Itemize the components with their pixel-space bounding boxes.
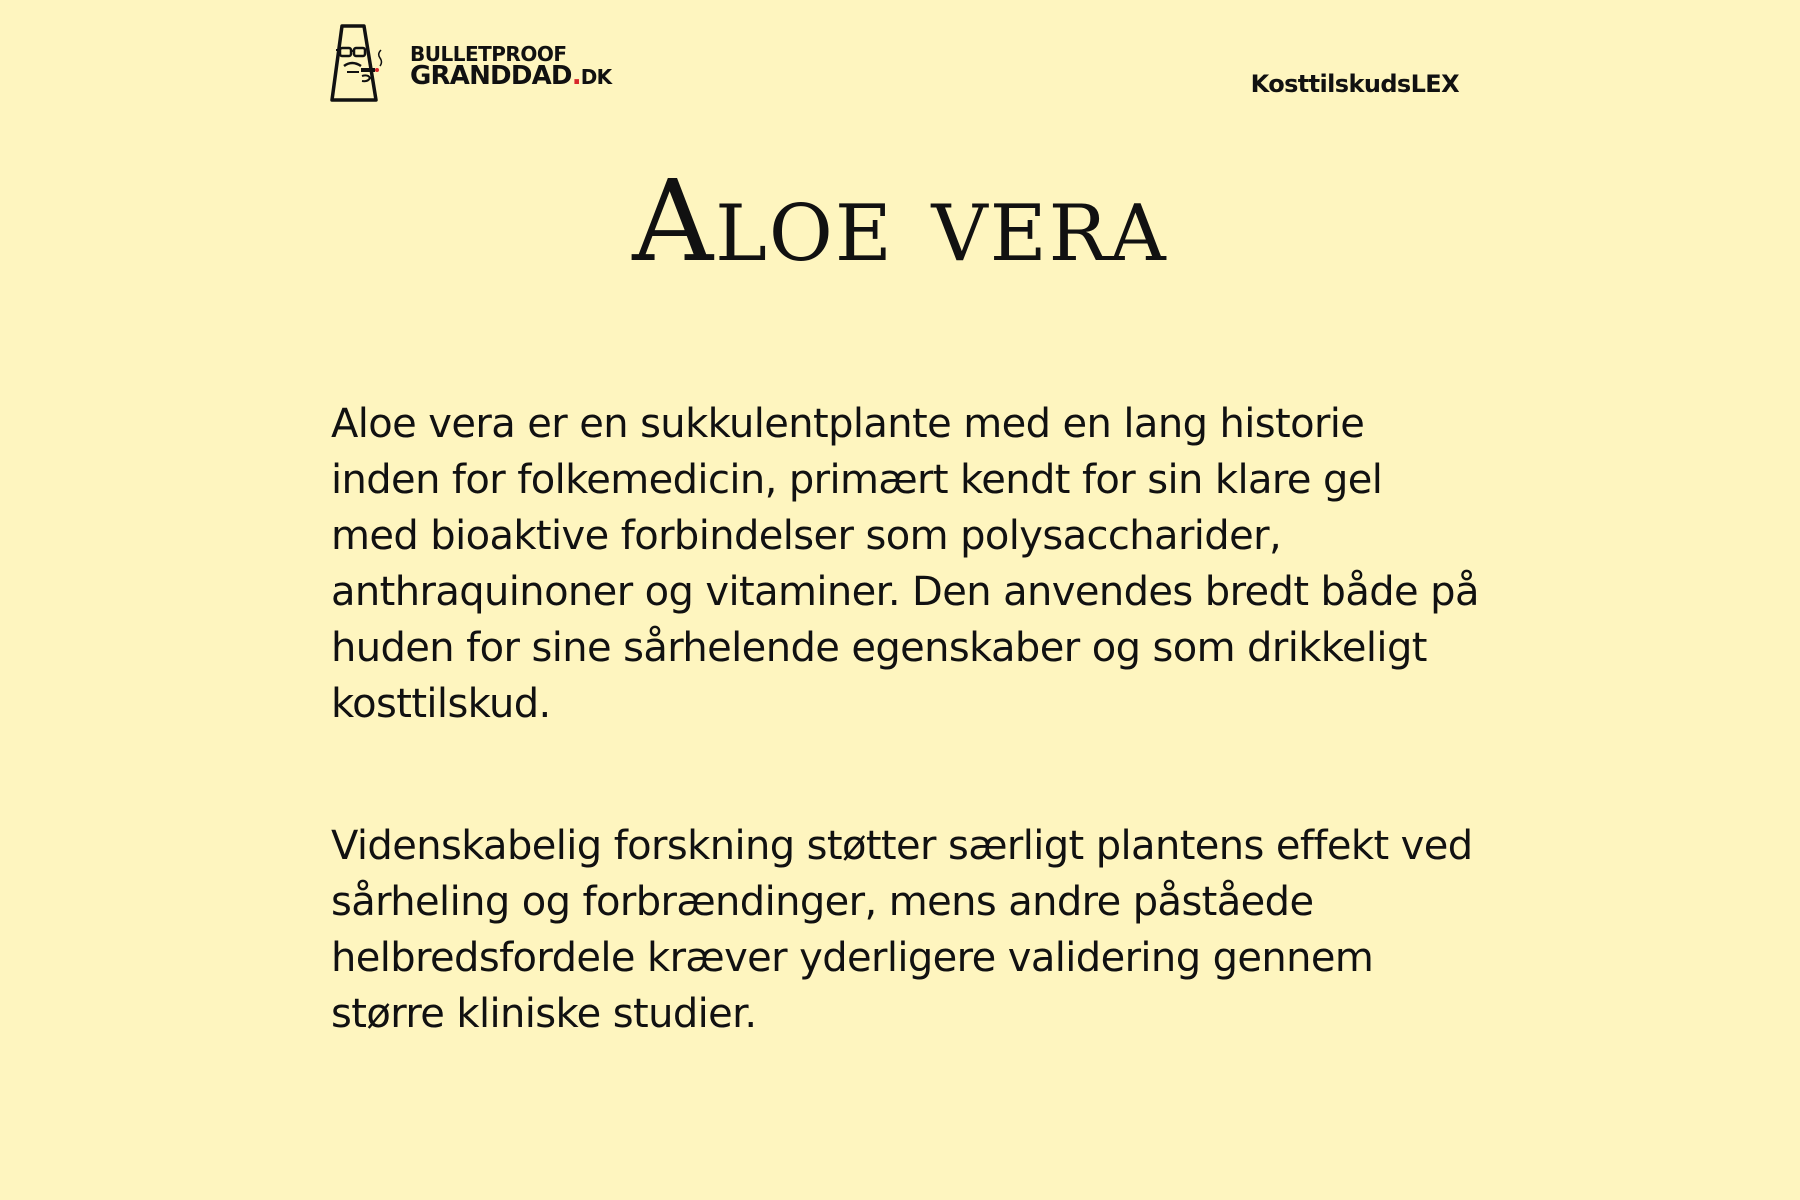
article-paragraph-2: Videnskabelig forskning støtter særligt plantens effekt ved sårheling og forbrændinger, mens andre påståede helbredsfordele kræver yderligere validering gennem større kliniske studier.: [331, 823, 1473, 1037]
brand-tld: DK: [580, 64, 612, 89]
brand-logo[interactable]: [330, 22, 611, 104]
article-paragraph-1: Aloe vera er en sukkulentplante med en lang historie inden for folkemedicin, primært kendt for sin klare gel med bioaktive forbindelser som polysaccharider, anthraquinoner og vitaminer. Den anvendes bredt både på huden for sine sårhelende egenskaber og som drikkeligt kosttilskud.: [331, 401, 1479, 727]
brand-line-1: BULLETPROOF: [410, 41, 567, 66]
brand-line-2: [410, 60, 612, 91]
brand-name: GRANDDAD: [410, 60, 572, 91]
article-body: [331, 396, 1481, 1042]
granddad-face-icon: [330, 22, 408, 104]
site-name-link[interactable]: KosttilskudsLEX: [1250, 70, 1459, 98]
brand-wordmark: [410, 41, 612, 91]
brand-dot: .: [571, 60, 581, 91]
page-title: Aloe vera: [632, 157, 1168, 287]
